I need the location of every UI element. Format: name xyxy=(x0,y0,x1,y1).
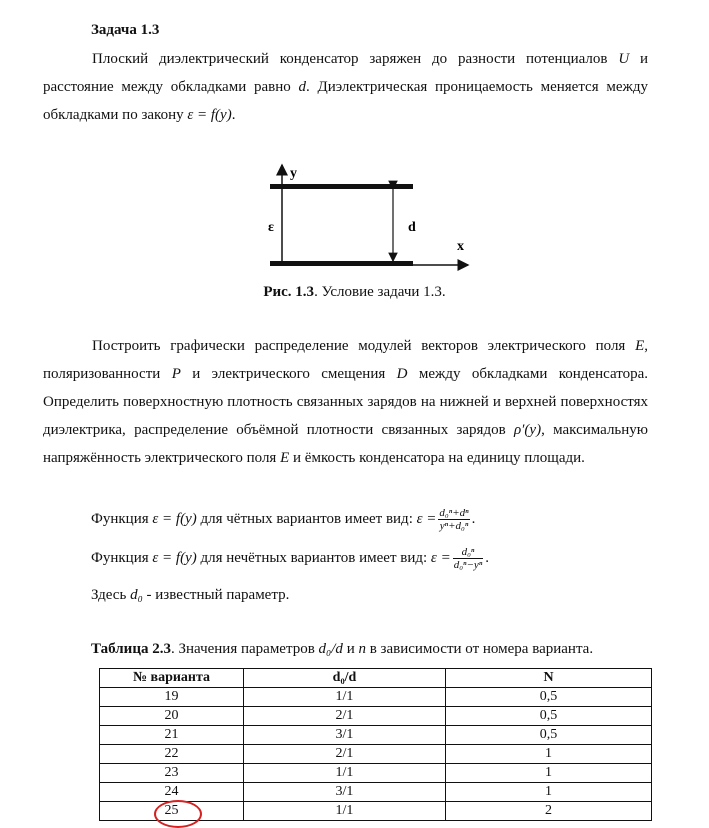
task-body: Построить графически распределение модулей векторов электрического поля E, поляризованности P и электрического смещения D между обкладками конденсатора. Определить поверхностную плотность связанных зарядов на нижней и верхней поверхностях диэлектрика, распределение объёмной плотности связанных зарядов ρ′(y), максимальную напряжённость электрического поля E и ёмкость конденсатора на единицу площади. xyxy=(43,338,648,466)
highlight-circle xyxy=(154,800,202,828)
x-axis-label: x xyxy=(457,239,464,254)
table-row xyxy=(100,783,652,802)
ratio-cell: 3/1 xyxy=(244,726,446,745)
ratio-cell: 1/1 xyxy=(244,764,446,783)
ratio-cell: 2/1 xyxy=(244,745,446,764)
variants-table xyxy=(99,668,652,821)
n-cell: 0,5 xyxy=(446,688,652,707)
y-axis-label: y xyxy=(290,166,297,181)
distance-label: d xyxy=(408,220,416,235)
header-variant: № варианта xyxy=(100,669,244,688)
n-cell: 0,5 xyxy=(446,707,652,726)
header-ratio: d₀/d xyxy=(244,669,446,688)
n-cell: 2 xyxy=(446,802,652,821)
table-row xyxy=(100,688,652,707)
figure-caption: Рис. 1.3. Условие задачи 1.3. xyxy=(263,284,446,300)
table-row xyxy=(100,707,652,726)
even-function-line: Функция ε = f(y) для чётных вариантов имеет вид: ε = $\frac{\text{d₀ⁿ+dⁿ}}{\text{yⁿ+d₀ⁿ}}$ . xyxy=(91,507,476,532)
parameter-note: Здесь d₀ - известный параметр. xyxy=(91,587,290,603)
variant-cell: 23 xyxy=(100,764,244,783)
ratio-cell: 1/1 xyxy=(244,688,446,707)
n-cell: 0,5 xyxy=(446,726,652,745)
ratio-cell: 3/1 xyxy=(244,783,446,802)
task-heading: Задача 1.3 xyxy=(91,22,160,38)
upper-plate xyxy=(270,184,413,189)
even-fraction: $\frac{\text{d₀ⁿ+dⁿ}}{\text{yⁿ+d₀ⁿ}}$ xyxy=(439,507,469,532)
epsilon-label: ε xyxy=(268,220,274,235)
variant-cell: 21 xyxy=(100,726,244,745)
n-cell: 1 xyxy=(446,783,652,802)
n-cell: 1 xyxy=(446,745,652,764)
task-intro: Плоский диэлектрический конденсатор заряжен до разности потенциалов U и расстояние между обкладками равно d. Диэлектрическая проницаемость меняется между обкладками по закону ε = f(y). xyxy=(43,51,648,123)
header-n: N xyxy=(446,669,652,688)
odd-function-line: Функция ε = f(y) для нечётных вариантов имеет вид: ε = $\frac{\text{d₀ⁿ}}{\text{d₀ⁿ−yⁿ}}$ . xyxy=(91,546,490,571)
table-header-row xyxy=(100,669,652,688)
table-row xyxy=(100,745,652,764)
table-row xyxy=(100,726,652,745)
variant-cell: 19 xyxy=(100,688,244,707)
table-caption: Таблица 2.3. Значения параметров d₀/d и n в зависимости от номера варианта. xyxy=(91,641,594,657)
variant-cell: 22 xyxy=(100,745,244,764)
variant-cell: 24 xyxy=(100,783,244,802)
n-cell: 1 xyxy=(446,764,652,783)
lower-plate xyxy=(270,261,413,266)
ratio-cell: 1/1 xyxy=(244,802,446,821)
odd-fraction: $\frac{\text{d₀ⁿ}}{\text{d₀ⁿ−yⁿ}}$ xyxy=(453,546,483,571)
capacitor-diagram xyxy=(260,155,480,280)
variant-cell: 20 xyxy=(100,707,244,726)
variant-cell: 25 xyxy=(100,802,244,821)
ratio-cell: 2/1 xyxy=(244,707,446,726)
table-row xyxy=(100,764,652,783)
